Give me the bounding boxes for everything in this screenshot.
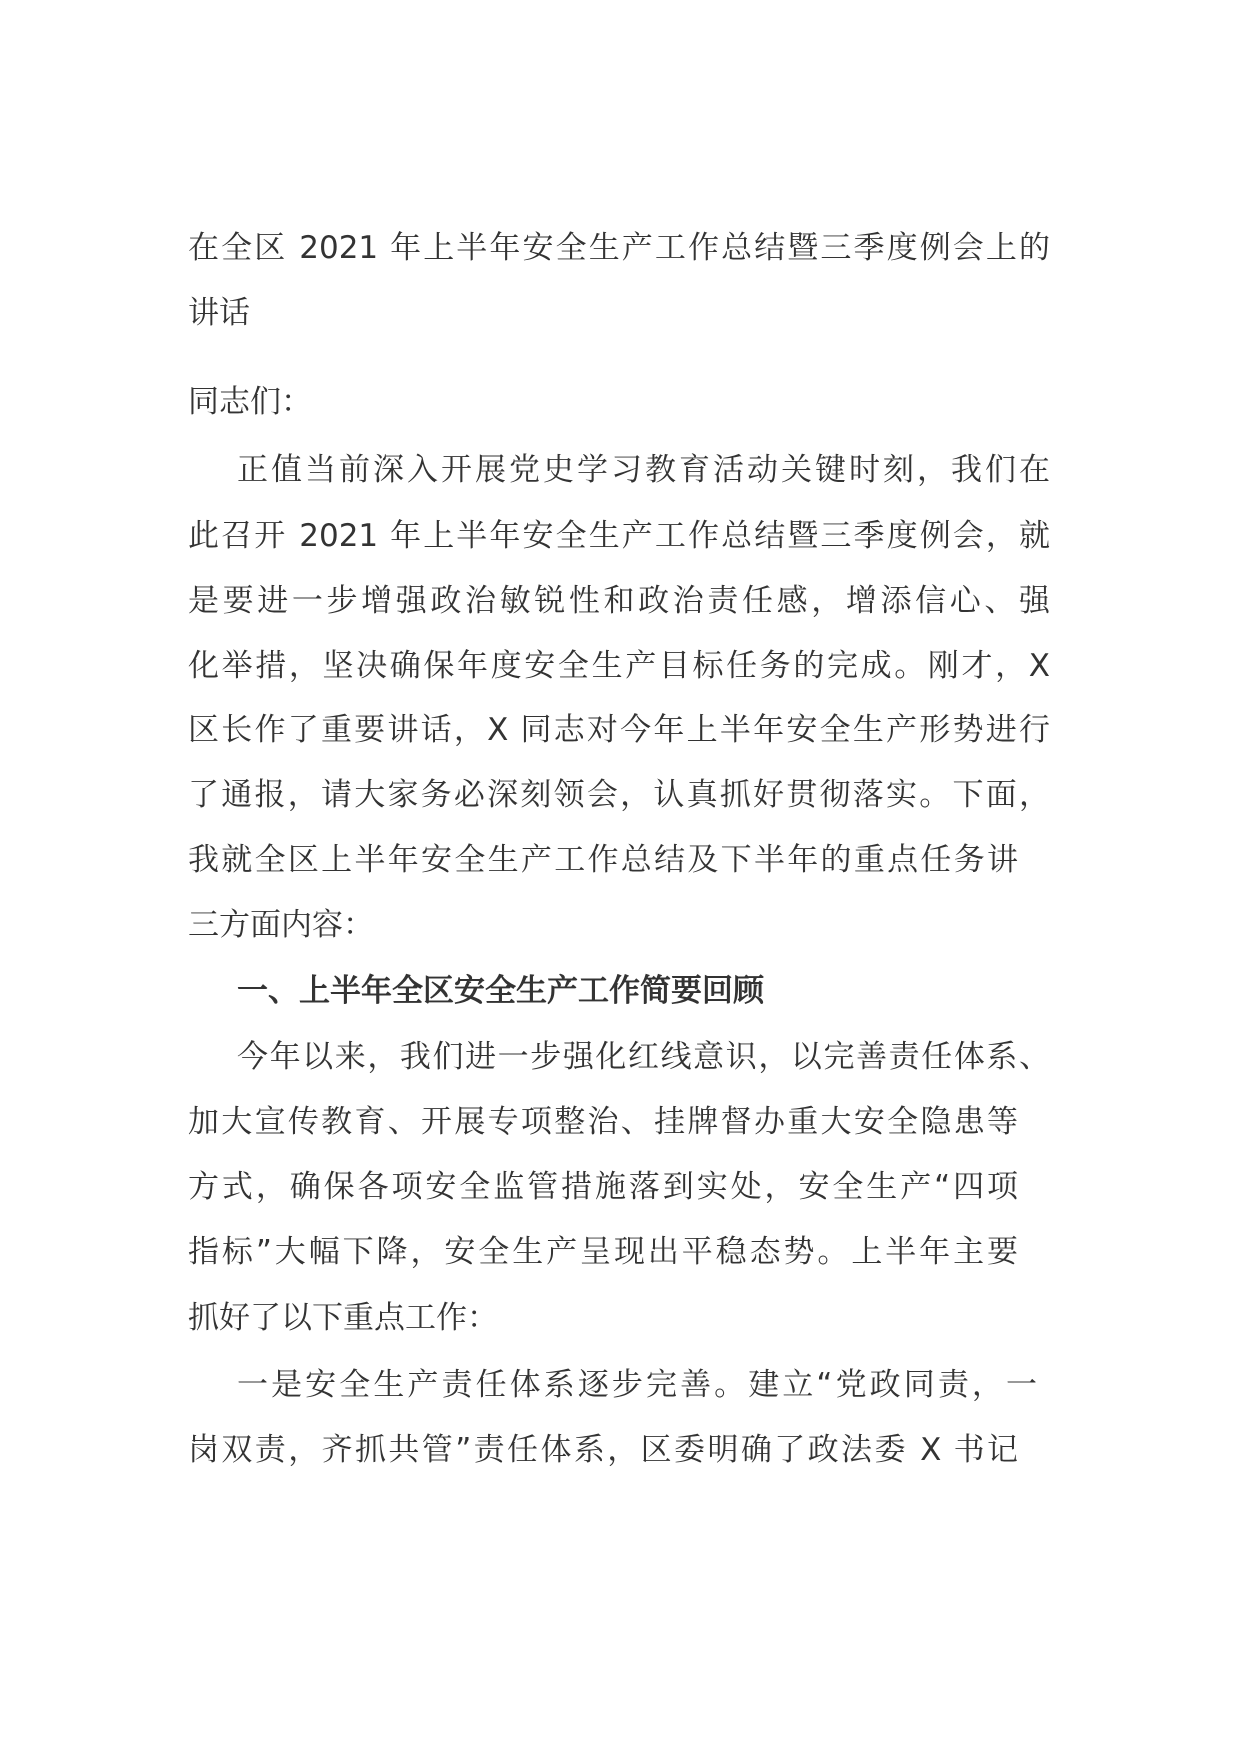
paragraph-line: 了通报，请大家务必深刻领会，认真抓好贯彻落实。下面， <box>188 777 1050 813</box>
paragraph-line: 我就全区上半年安全生产工作总结及下半年的重点任务讲 <box>188 842 1018 878</box>
paragraph-line: 指标”大幅下降，安全生产呈现出平稳态势。上半年主要 <box>188 1234 1018 1270</box>
paragraph-line: 此召开 2021 年上半年安全生产工作总结暨三季度例会，就 <box>188 518 1050 554</box>
paragraph-line: 岗双责，齐抓共管”责任体系，区委明确了政法委 X 书记 <box>188 1432 1018 1468</box>
paragraph-line: 今年以来，我们进一步强化红线意识，以完善责任体系、 <box>237 1039 1050 1075</box>
paragraph-line: 化举措，坚决确保年度安全生产目标任务的完成。刚才，X <box>188 648 1050 684</box>
paragraph-line: 抓好了以下重点工作： <box>188 1300 498 1336</box>
paragraph-line: 一是安全生产责任体系逐步完善。建立“党政同责，一 <box>237 1367 1037 1403</box>
section-heading: 一、上半年全区安全生产工作简要回顾 <box>237 973 764 1009</box>
paragraph-line: 是要进一步增强政治敏锐性和政治责任感，增添信心、强 <box>188 583 1050 619</box>
salutation: 同志们： <box>188 384 312 420</box>
paragraph-line: 正值当前深入开展党史学习教育活动关键时刻，我们在 <box>237 452 1050 488</box>
document-title-line-1: 在全区 2021 年上半年安全生产工作总结暨三季度例会上的 <box>188 230 1050 266</box>
paragraph-line: 区长作了重要讲话，X 同志对今年上半年安全生产形势进行 <box>188 712 1050 748</box>
paragraph-line: 方式，确保各项安全监管措施落到实处，安全生产“四项 <box>188 1169 1018 1205</box>
paragraph-line: 加大宣传教育、开展专项整治、挂牌督办重大安全隐患等 <box>188 1104 1018 1140</box>
paragraph-line: 三方面内容： <box>188 907 374 943</box>
document-title-line-2: 讲话 <box>188 295 250 331</box>
